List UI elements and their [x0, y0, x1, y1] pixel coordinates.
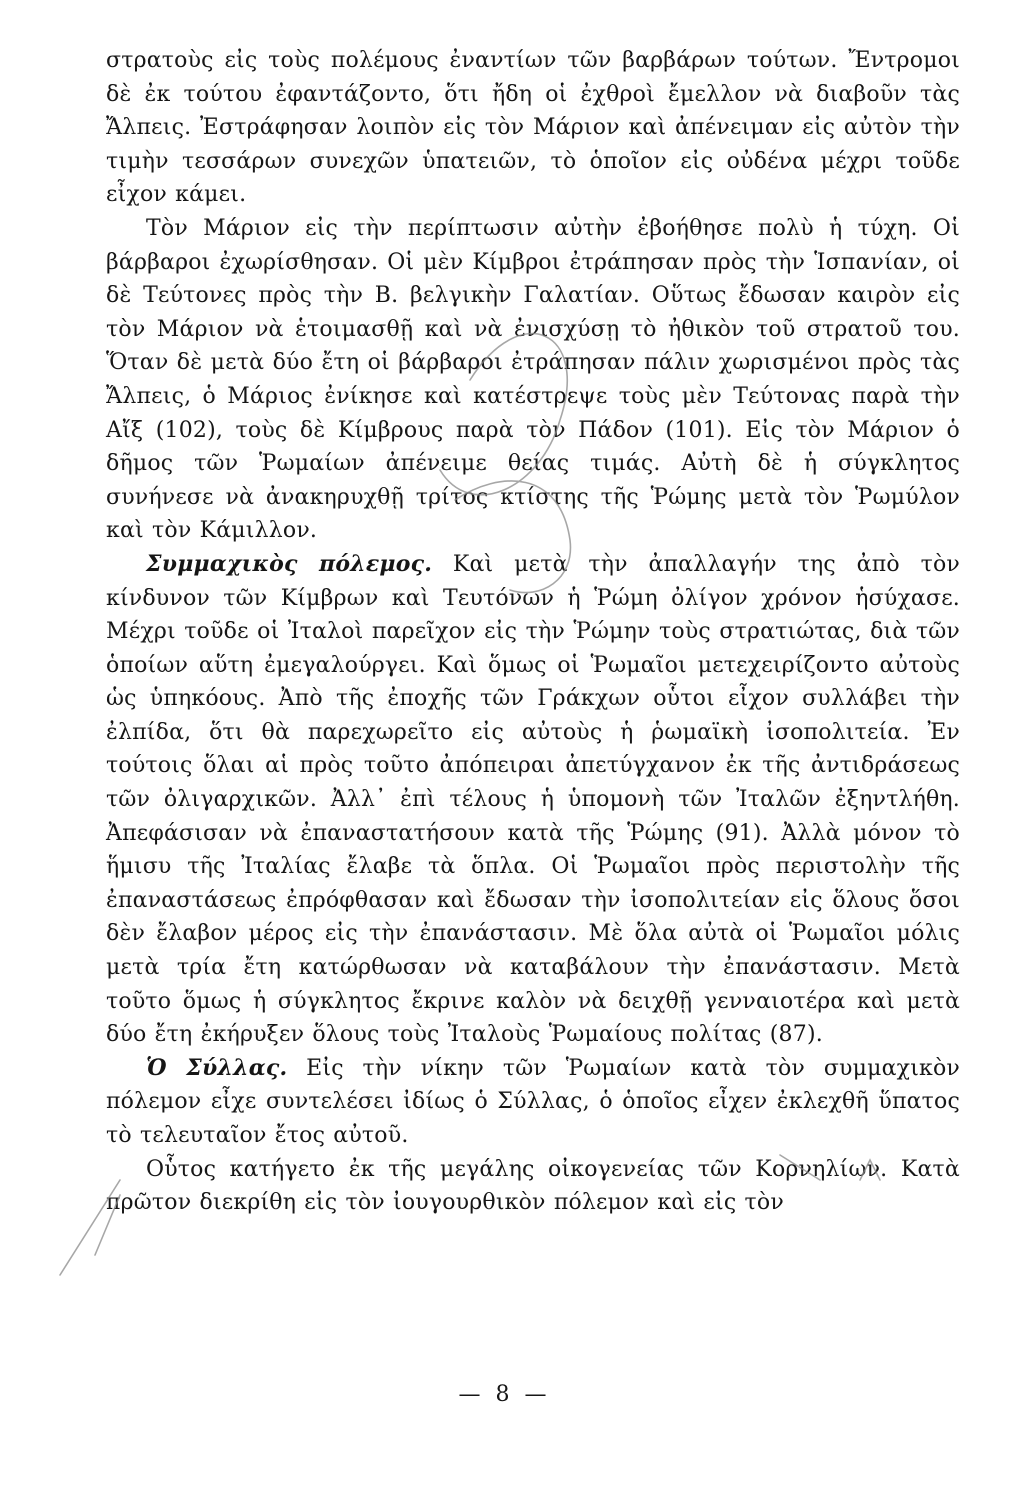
paragraph-5-text: Οὗτος κατήγετο ἐκ τῆς μεγάλης οἰκογενείας τῶν Κορνηλίων. Κατὰ πρῶτον διεκρίθη εἰς τὸν ἰουγουρθικὸν πόλεμον καὶ εἰς τὸν: [106, 1156, 960, 1216]
section-heading-sulla: Ὁ Σύλλας.: [146, 1054, 288, 1081]
paragraph-4: [106, 1052, 960, 1153]
paragraph-4-text: Εἰς τὴν νίκην τῶν Ῥωμαίων κατὰ τὸν συμμαχικὸν πόλεμον εἶχε συντελέσει ἰδίως ὁ Σύλλας, ὁ ὁποῖος εἶχεν ἐκλεχθῆ ὕπατος τὸ τελευταῖον ἔτος αὐτοῦ.: [106, 1055, 960, 1148]
paragraph-2: [106, 212, 960, 548]
paragraph-3: [106, 548, 960, 1052]
page-number: — 8 —: [458, 1382, 551, 1407]
paragraph-1-text: στρατοὺς εἰς τοὺς πολέμους ἐναντίων τῶν βαρβάρων τούτων. Ἔντρομοι δὲ ἐκ τούτου ἐφαντάζοντο, ὅτι ἤδη οἱ ἐχθροὶ ἔμελλον νὰ διαβοῦν τὰς Ἄλπεις. Ἐστράφησαν λοιπὸν εἰς τὸν Μάριον καὶ ἀπένειμαν εἰς αὐτὸν τὴν τιμὴν τεσσάρων συνεχῶν ὑπατειῶν, τὸ ὁποῖον εἰς οὐδένα μέχρι τοῦδε εἶχον κάμει.: [106, 48, 960, 208]
paragraph-1: [106, 44, 960, 212]
paragraph-5: [106, 1153, 960, 1220]
paragraph-2-text: Τὸν Μάριον εἰς τὴν περίπτωσιν αὐτὴν ἐβοήθησε πολὺ ἡ τύχη. Οἱ βάρβαροι ἐχωρίσθησαν. Οἱ μὲν Κίμβροι ἐτράπησαν πρὸς τὴν Ἱσπανίαν, οἱ δὲ Τεύτονες πρὸς τὴν Β. βελγικὴν Γαλατίαν. Οὕτως ἔδωσαν καιρὸν εἰς τὸν Μάριον νὰ ἑτοιμασθῇ καὶ νὰ ἐνισχύσῃ τὸ ἠθικὸν τοῦ στρατοῦ του. Ὅταν δὲ μετὰ δύο ἔτη οἱ βάρβαροι ἐτράπησαν πάλιν χωρισμένοι πρὸς τὰς Ἄλπεις, ὁ Μάριος ἐνίκησε καὶ κατέστρεψε τοὺς μὲν Τεύτονας παρὰ τὴν Αἴξ (102), τοὺς δὲ Κίμβρους παρὰ τὸν Πάδον (101). Εἰς τὸν Μάριον ὁ δῆμος τῶν Ῥωμαίων ἀπένειμε θείας τιμάς. Αὐτὴ δὲ ἡ σύγκλητος συνήνεσε νὰ ἀνακηρυχθῇ τρίτος κτίστης τῆς Ῥώμης μετὰ τὸν Ῥωμύλον καὶ τὸν Κάμιλλον.: [106, 215, 960, 544]
book-page: [106, 44, 960, 1434]
section-heading-social-war: Συμμαχικὸς πόλεμος.: [146, 550, 433, 577]
paragraph-3-text: Καὶ μετὰ τὴν ἀπαλλαγήν της ἀπὸ τὸν κίνδυνον τῶν Κίμβρων καὶ Τευτόνων ἡ Ῥώμη ὀλίγον χρόνον ἡσύχασε. Μέχρι τοῦδε οἱ Ἰταλοὶ παρεῖχον εἰς τὴν Ῥώμην τοὺς στρατιώτας, διὰ τῶν ὁποίων αὕτη ἐμεγαλούργει. Καὶ ὅμως οἱ Ῥωμαῖοι μετεχειρίζοντο αὐτοὺς ὡς ὑπηκόους. Ἀπὸ τῆς ἐποχῆς τῶν Γράκχων οὗτοι εἶχον συλλάβει τὴν ἐλπίδα, ὅτι θὰ παρεχωρεῖτο εἰς αὐτοὺς ἡ ῥωμαϊκὴ ἰσοπολιτεία. Ἐν τούτοις ὅλαι αἱ πρὸς τοῦτο ἀπόπειραι ἀπετύγχανον ἐκ τῆς ἀντιδράσεως τῶν ὀλιγαρχικῶν. Ἀλλ᾽ ἐπὶ τέλους ἡ ὑπομονὴ τῶν Ἰταλῶν ἐξηντλήθη. Ἀπεφάσισαν νὰ ἐπαναστατήσουν κατὰ τῆς Ῥώμης (91). Ἀλλὰ μόνον τὸ ἥμισυ τῆς Ἰταλίας ἔλαβε τὰ ὅπλα. Οἱ Ῥωμαῖοι πρὸς περιστολὴν τῆς ἐπαναστάσεως ἐπρόφθασαν καὶ ἔδωσαν τὴν ἰσοπολιτείαν εἰς ὅλους ὅσοι δὲν ἔλαβον μέρος εἰς τὴν ἐπανάστασιν. Μὲ ὅλα αὐτὰ οἱ Ῥωμαῖοι μόλις μετὰ τρία ἔτη κατώρθωσαν νὰ καταβάλουν τὴν ἐπανάστασιν. Μετὰ τοῦτο ὅμως ἡ σύγκλητος ἔκρινε καλὸν νὰ δειχθῇ γενναιοτέρα καὶ μετὰ δύο ἔτη ἐκήρυξεν ὅλους τοὺς Ἰταλοὺς Ῥωμαίους πολίτας (87).: [106, 551, 960, 1048]
